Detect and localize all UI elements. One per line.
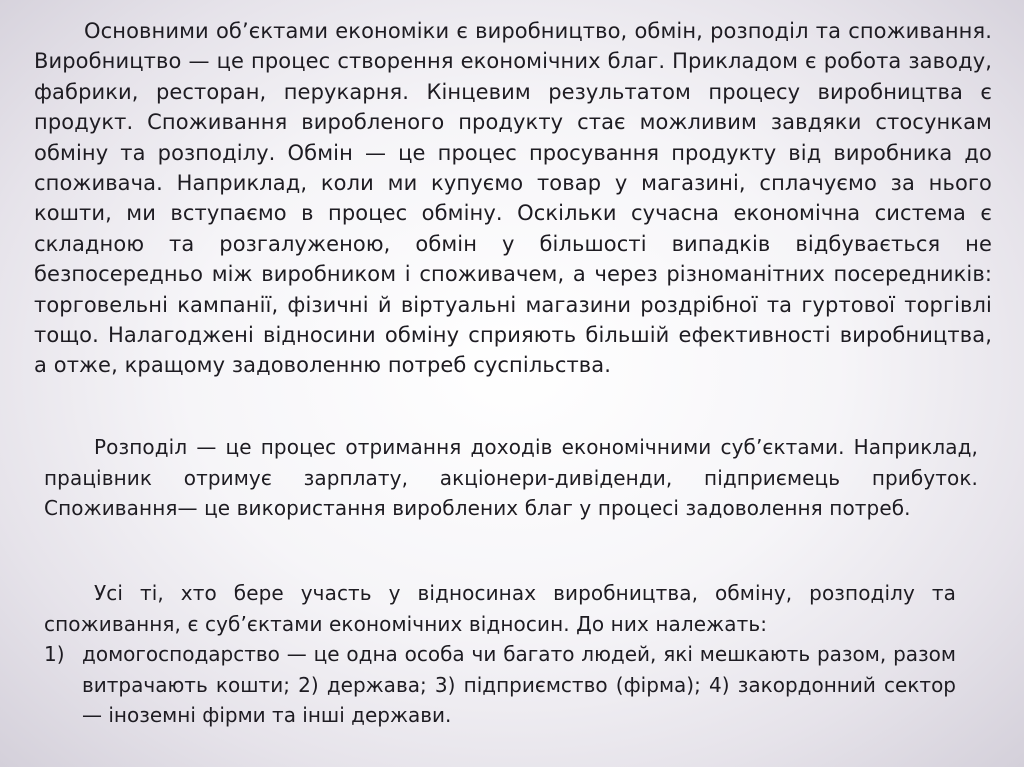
paragraph-economy-objects: Основними об’єктами економіки є виробництво, обмін, розподіл та споживання. Виробництво — це процес створення економічних благ. Прикладом є робота заводу, фабрики, ресторан, перукарня. Кінцевим результатом процесу виробництва є продукт. Споживання виробленого продукту стає можливим завдяки стосункам обміну та розподілу. Обмін — це процес просування продукту від виробника до споживача. Наприклад, коли ми купуємо товар у магазині, сплачуємо за нього кошти, ми вступаємо в процес обміну. Оскільки сучасна економічна система є складною та розгалуженою, обмін у більшості випадків відбувається не безпосередньо між виробником і споживачем, а через різноманітних посередників: торговельні кампанії, фізичні й віртуальні магазини роздрібної та гуртової торгівлі тощо. Налагоджені відносини обміну сприяють більшій ефективності виробництва, а отже, кращому задоволенню потреб суспільства. (34, 19, 992, 378)
subjects-list (44, 639, 956, 731)
paragraph-subjects-intro: Усі ті, хто бере участь у відносинах виробництва, обміну, розподілу та споживання, є суб’єктами економічних відносин. До них належать: (44, 581, 956, 636)
list-item (44, 639, 956, 731)
list-item-number: 1) (44, 642, 65, 666)
paragraph-distribution: Розподіл — це процес отримання доходів економічними суб’єктами. Наприклад, працівник отримує зарплату, акціонери-дивіденди, підприємець прибуток. Споживання— це використання вироблених благ у процесі задоволення потреб. (44, 435, 978, 520)
list-item-text: домогосподарство — це одна особа чи багато людей, які мешкають разом, разом витрачають кошти; 2) держава; 3) підприємство (фірма); 4) закордонний сектор — іноземні фірми та інші держави. (82, 642, 956, 727)
